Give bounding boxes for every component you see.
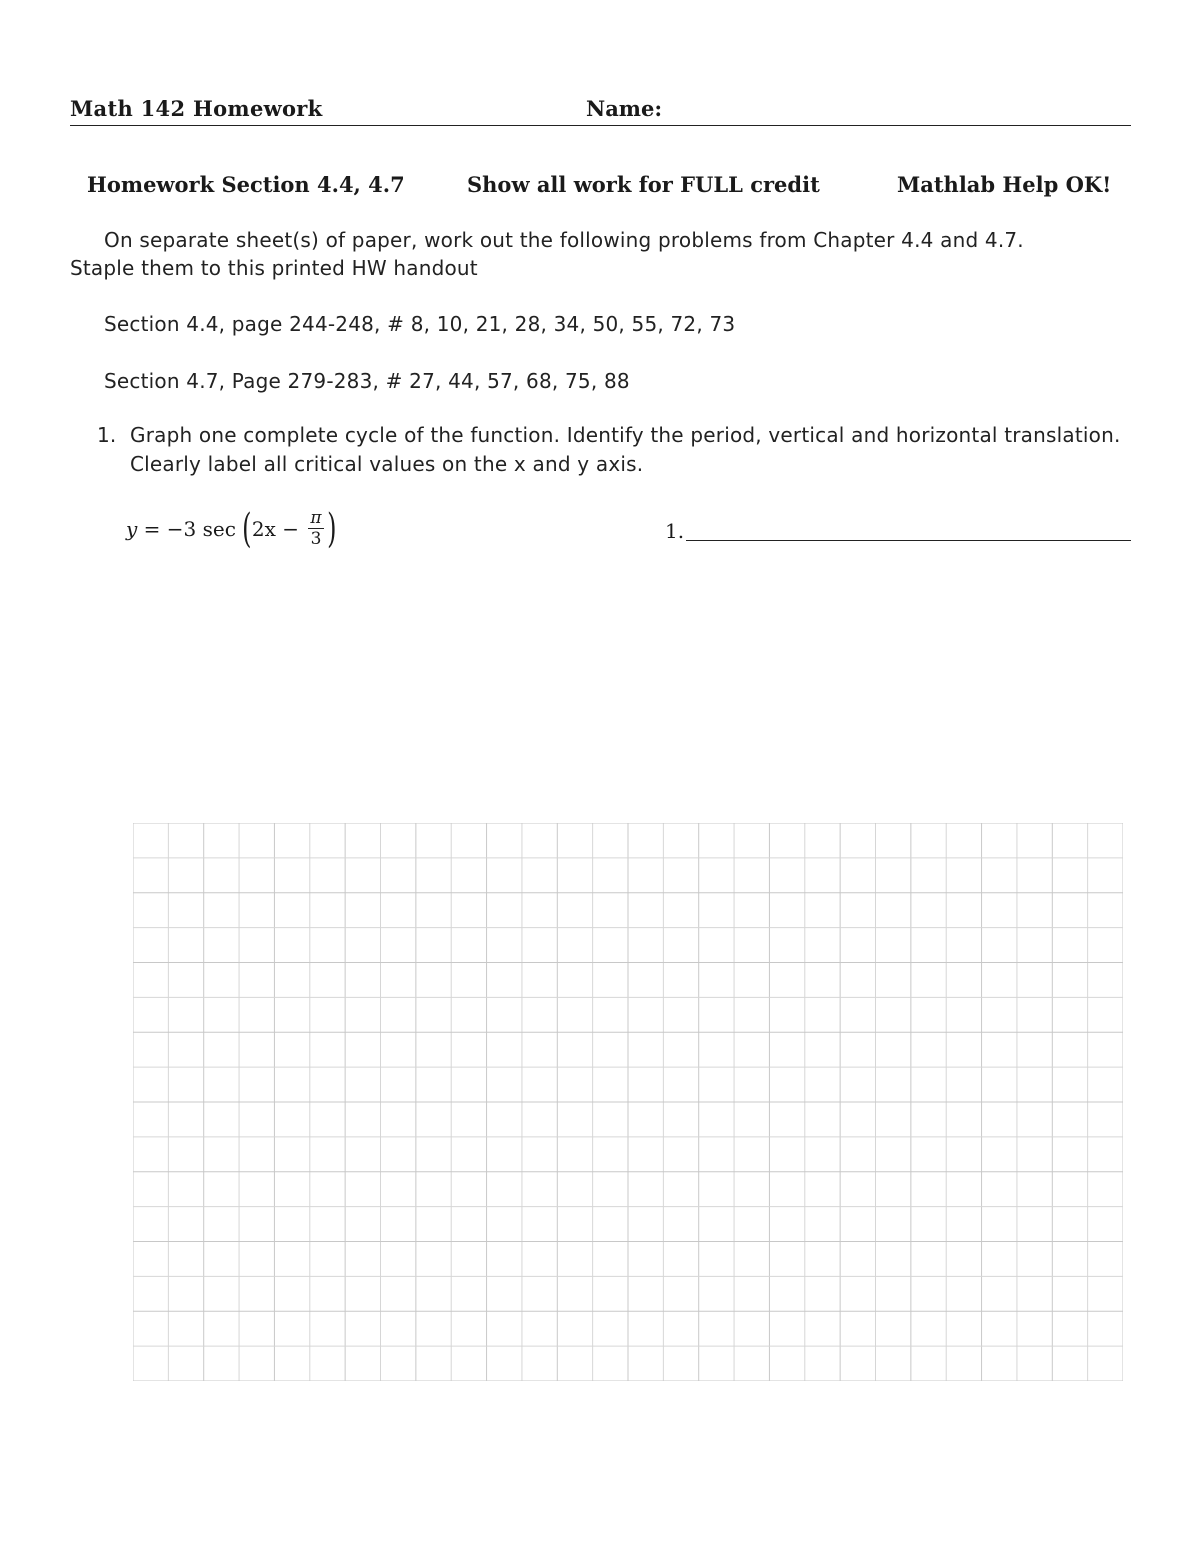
instructions-line-2: Staple them to this printed HW handout — [70, 256, 478, 280]
mathlab-help-heading: Mathlab Help OK! — [897, 172, 1112, 197]
formula-coefficient: = −3 sec — [143, 516, 236, 541]
assignment-section-4-7: Section 4.7, Page 279-283, # 27, 44, 57, 68, 75, 88 — [104, 369, 630, 393]
problem-number: 1. — [97, 423, 117, 447]
formula-fraction — [308, 508, 323, 549]
answer-label: 1. — [665, 519, 685, 543]
problem-text-line-2: Clearly label all critical values on the x and y axis. — [130, 452, 644, 476]
name-label: Name: — [586, 96, 663, 121]
function-formula — [126, 505, 337, 556]
header-rule — [70, 125, 1131, 126]
formula-inner: 2x − — [251, 516, 300, 541]
problem-text-line-1: Graph one complete cycle of the function. Identify the period, vertical and horizontal translation. — [130, 423, 1121, 447]
instructions-line-1: On separate sheet(s) of paper, work out the following problems from Chapter 4.4 and 4.7. — [104, 228, 1024, 252]
fraction-denominator: 3 — [310, 529, 322, 549]
show-work-heading: Show all work for FULL credit — [467, 172, 820, 197]
homework-section-heading: Homework Section 4.4, 4.7 — [87, 172, 405, 197]
formula-right-paren: ) — [326, 505, 337, 552]
graph-grid[interactable] — [133, 823, 1123, 1381]
fraction-numerator: π — [310, 508, 322, 528]
course-title: Math 142 Homework — [70, 96, 323, 121]
assignment-section-4-4: Section 4.4, page 244-248, # 8, 10, 21, 28, 34, 50, 55, 72, 73 — [104, 312, 736, 336]
answer-blank-line[interactable] — [686, 540, 1131, 541]
formula-left-paren: ( — [242, 505, 252, 552]
formula-lhs: y — [126, 516, 138, 541]
